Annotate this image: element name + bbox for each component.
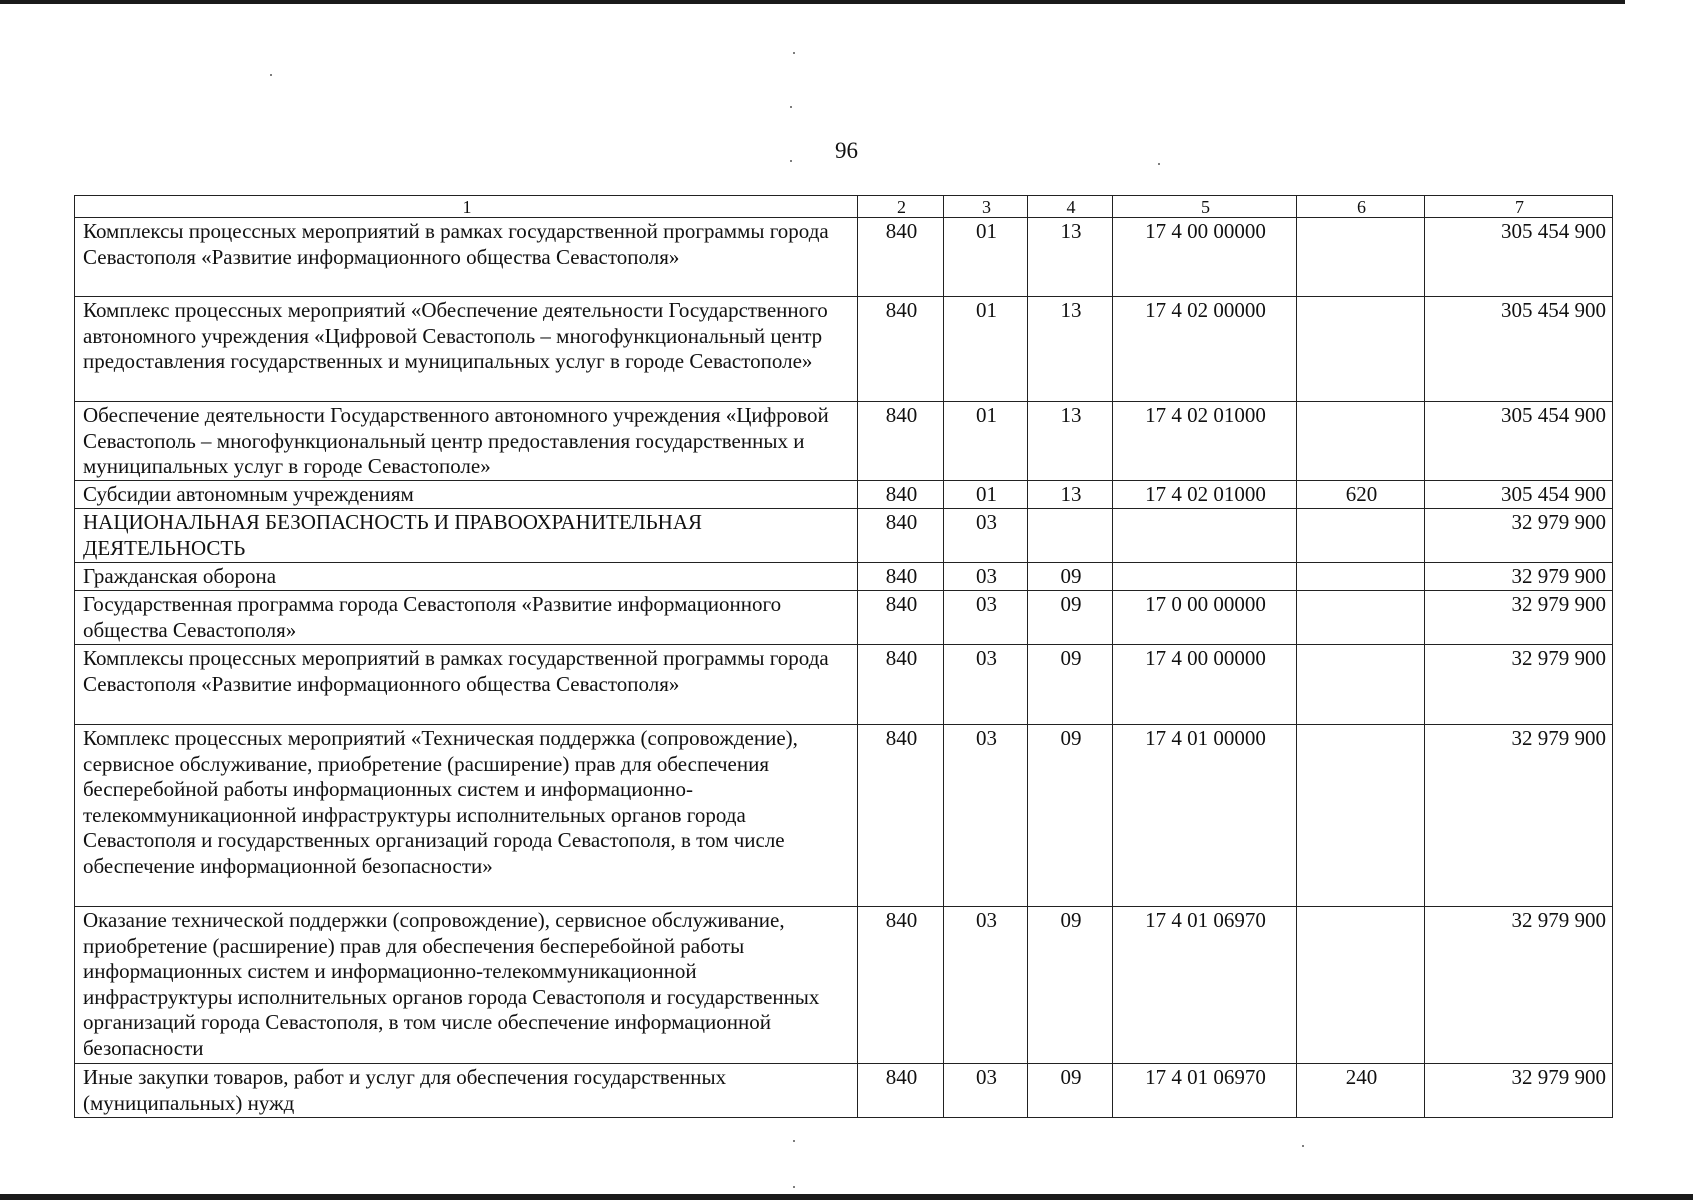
grbs-code: 840 <box>858 297 944 402</box>
amount: 32 979 900 <box>1425 591 1613 645</box>
item-name: Комплексы процессных мероприятий в рамках государственной программы города Севастополя «Развитие информационного общества Севастополя» <box>75 645 858 725</box>
grbs-code: 840 <box>858 1064 944 1118</box>
table-row <box>75 725 1613 907</box>
grbs-code: 840 <box>858 725 944 907</box>
item-name: Субсидии автономным учреждениям <box>75 481 858 509</box>
table-row <box>75 509 1613 563</box>
subsection-code: 09 <box>1028 907 1113 1064</box>
scan-speck <box>793 52 795 54</box>
grbs-code: 840 <box>858 591 944 645</box>
scan-speck <box>793 1186 795 1188</box>
item-name: НАЦИОНАЛЬНАЯ БЕЗОПАСНОСТЬ И ПРАВООХРАНИТЕЛЬНАЯ ДЕЯТЕЛЬНОСТЬ <box>75 509 858 563</box>
subsection-code: 09 <box>1028 1064 1113 1118</box>
amount: 305 454 900 <box>1425 297 1613 402</box>
amount: 32 979 900 <box>1425 1064 1613 1118</box>
expense-type-code: 240 <box>1297 1064 1425 1118</box>
section-code: 01 <box>944 218 1028 297</box>
grbs-code: 840 <box>858 907 944 1064</box>
column-header: 4 <box>1028 196 1113 218</box>
table-row <box>75 481 1613 509</box>
table-row <box>75 645 1613 725</box>
item-name: Комплекс процессных мероприятий «Обеспечение деятельности Государственного автономного учреждения «Цифровой Севастополь – многофункциональный центр предоставления государственных и муниципальных услуг в городе Севастополе» <box>75 297 858 402</box>
amount: 32 979 900 <box>1425 725 1613 907</box>
scan-speck <box>790 106 792 108</box>
section-code: 01 <box>944 481 1028 509</box>
grbs-code: 840 <box>858 218 944 297</box>
subsection-code: 13 <box>1028 218 1113 297</box>
column-header: 3 <box>944 196 1028 218</box>
expense-type-code <box>1297 645 1425 725</box>
column-header: 5 <box>1113 196 1297 218</box>
column-header: 1 <box>75 196 858 218</box>
target-article-code <box>1113 563 1297 591</box>
section-code: 01 <box>944 402 1028 481</box>
target-article-code: 17 4 01 00000 <box>1113 725 1297 907</box>
item-name: Обеспечение деятельности Государственного автономного учреждения «Цифровой Севастополь – многофункциональный центр предоставления государственных и муниципальных услуг в городе Севастополе» <box>75 402 858 481</box>
item-name: Комплексы процессных мероприятий в рамках государственной программы города Севастополя «Развитие информационного общества Севастополя» <box>75 218 858 297</box>
target-article-code: 17 0 00 00000 <box>1113 591 1297 645</box>
expense-type-code <box>1297 509 1425 563</box>
section-code: 03 <box>944 591 1028 645</box>
item-name: Иные закупки товаров, работ и услуг для обеспечения государственных (муниципальных) нужд <box>75 1064 858 1118</box>
expense-type-code <box>1297 907 1425 1064</box>
column-header: 6 <box>1297 196 1425 218</box>
section-code: 03 <box>944 907 1028 1064</box>
subsection-code <box>1028 509 1113 563</box>
expense-type-code <box>1297 218 1425 297</box>
grbs-code: 840 <box>858 563 944 591</box>
section-code: 03 <box>944 725 1028 907</box>
column-header: 7 <box>1425 196 1613 218</box>
section-code: 01 <box>944 297 1028 402</box>
amount: 32 979 900 <box>1425 645 1613 725</box>
subsection-code: 13 <box>1028 297 1113 402</box>
target-article-code: 17 4 00 00000 <box>1113 218 1297 297</box>
expense-type-code <box>1297 563 1425 591</box>
target-article-code: 17 4 02 01000 <box>1113 402 1297 481</box>
grbs-code: 840 <box>858 645 944 725</box>
item-name: Гражданская оборона <box>75 563 858 591</box>
subsection-code: 09 <box>1028 591 1113 645</box>
expense-type-code <box>1297 725 1425 907</box>
amount: 32 979 900 <box>1425 509 1613 563</box>
target-article-code: 17 4 01 06970 <box>1113 907 1297 1064</box>
section-code: 03 <box>944 645 1028 725</box>
grbs-code: 840 <box>858 481 944 509</box>
grbs-code: 840 <box>858 402 944 481</box>
item-name: Оказание технической поддержки (сопровождение), сервисное обслуживание, приобретение (расширение) прав для обеспечения бесперебойной работы информационных систем и информационно-телекоммуникационной инфраструктуры исполнительных органов города Севастополя и государственных организаций города Севастополя, в том числе обеспечение информационной безопасности <box>75 907 858 1064</box>
table-row <box>75 907 1613 1064</box>
expense-type-code <box>1297 402 1425 481</box>
table-row <box>75 563 1613 591</box>
amount: 32 979 900 <box>1425 563 1613 591</box>
item-name: Комплекс процессных мероприятий «Техническая поддержка (сопровождение), сервисное обслуживание, приобретение (расширение) прав для обеспечения бесперебойной работы информационных систем и информационно-телекоммуникационной инфраструктуры исполнительных органов города Севастополя и государственных организаций города Севастополя, в том числе обеспечение информационной безопасности» <box>75 725 858 907</box>
section-code: 03 <box>944 1064 1028 1118</box>
section-code: 03 <box>944 563 1028 591</box>
target-article-code: 17 4 02 01000 <box>1113 481 1297 509</box>
item-name: Государственная программа города Севастополя «Развитие информационного общества Севастополя» <box>75 591 858 645</box>
section-code: 03 <box>944 509 1028 563</box>
column-header: 2 <box>858 196 944 218</box>
subsection-code: 09 <box>1028 563 1113 591</box>
amount: 305 454 900 <box>1425 218 1613 297</box>
subsection-code: 13 <box>1028 402 1113 481</box>
scan-top-edge <box>0 0 1625 4</box>
scan-bottom-edge <box>0 1194 1693 1200</box>
table-row <box>75 591 1613 645</box>
amount: 32 979 900 <box>1425 907 1613 1064</box>
target-article-code: 17 4 02 00000 <box>1113 297 1297 402</box>
scan-speck <box>1302 1145 1304 1147</box>
budget-table <box>74 195 1613 1118</box>
amount: 305 454 900 <box>1425 481 1613 509</box>
table-row <box>75 218 1613 297</box>
page-number: 96 <box>835 138 858 163</box>
table-row <box>75 297 1613 402</box>
subsection-code: 13 <box>1028 481 1113 509</box>
target-article-code <box>1113 509 1297 563</box>
expense-type-code <box>1297 591 1425 645</box>
target-article-code: 17 4 01 06970 <box>1113 1064 1297 1118</box>
scan-speck <box>270 74 272 76</box>
subsection-code: 09 <box>1028 645 1113 725</box>
amount: 305 454 900 <box>1425 402 1613 481</box>
subsection-code: 09 <box>1028 725 1113 907</box>
grbs-code: 840 <box>858 509 944 563</box>
table-row <box>75 402 1613 481</box>
target-article-code: 17 4 00 00000 <box>1113 645 1297 725</box>
scan-speck <box>793 1140 795 1142</box>
expense-type-code <box>1297 297 1425 402</box>
column-number-row <box>75 196 1613 218</box>
table-row <box>75 1064 1613 1118</box>
expense-type-code: 620 <box>1297 481 1425 509</box>
